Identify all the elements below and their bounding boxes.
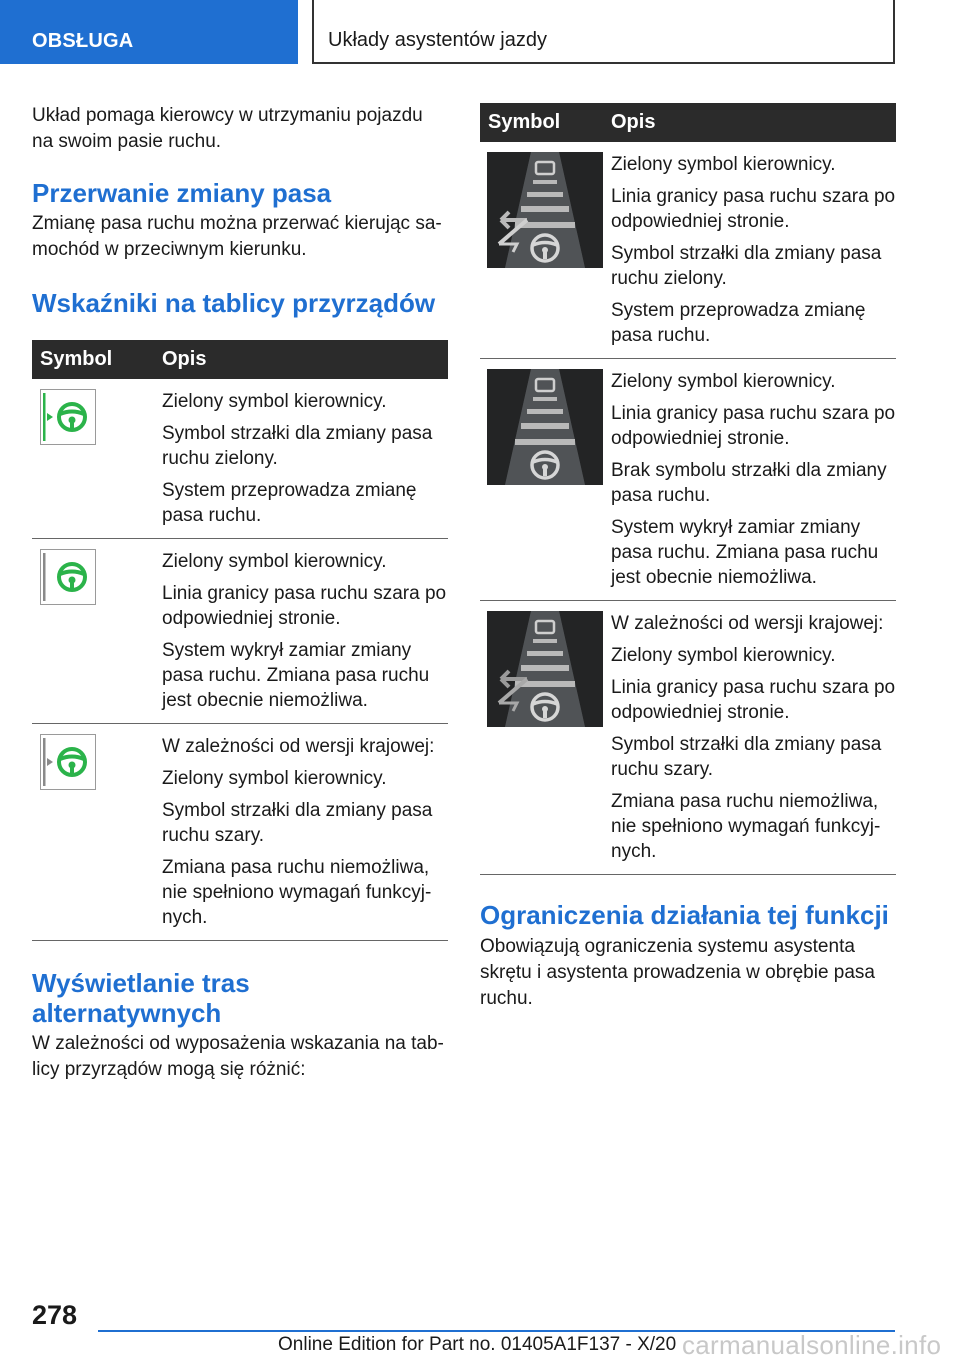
row-text: System przeprowadza zmianę pasa ruchu. [162, 480, 417, 526]
row-text: Symbol strzałki dla zmiany pasa ruchu zielony. [611, 243, 882, 289]
route-table [480, 103, 896, 875]
section-title-alt-routes [32, 968, 448, 1028]
row-text: Linia granicy pasa ruchu szara po odpowiedniej stronie. [162, 583, 447, 629]
row-text: System przeprowadza zmianę pasa ruchu. [611, 300, 866, 346]
section-title-limitations: Ograniczenia działania tej funkcji [480, 900, 889, 930]
section-title-cluster-indicators: Wskaźniki na tablicy przyrządów [32, 288, 436, 318]
row-text: Zielony symbol kierownicy. [162, 768, 387, 789]
page-number: 278 [32, 1300, 78, 1330]
steering-wheel-green-arrow-grey-icon [40, 734, 96, 790]
row-text: Symbol strzałki dla zmiany pasa ruchu zielony. [162, 423, 433, 469]
row-text: Zmiana pasa ruchu niemożliwa, nie spełniono wymagań funkcyj-nych. [611, 791, 881, 862]
table-row [480, 359, 896, 601]
row-text: Brak symbolu strzałki dla zmiany pasa ruchu. [611, 460, 887, 506]
row-text: Zielony symbol kierownicy. [162, 551, 387, 572]
row-text: Linia granicy pasa ruchu szara po odpowiedniej stronie. [611, 403, 896, 449]
table-row [32, 724, 448, 941]
intro-paragraph: Układ pomaga kierowcy w utrzymaniu pojazdu na swoim pasie ruchu. [32, 105, 423, 152]
row-text: Zielony symbol kierownicy. [611, 154, 836, 175]
table-header [32, 340, 448, 379]
row-text: Zmiana pasa ruchu niemożliwa, nie spełniono wymagań funkcyj-nych. [162, 857, 432, 928]
column-header-symbol: Symbol [40, 348, 113, 370]
footer-watermark: carmanualsonline.info [682, 1330, 942, 1360]
row-text: System wykrył zamiar zmiany pasa ruchu. Zmiana pasa ruchu jest obecnie niemożliwa. [162, 640, 430, 711]
row-text: System wykrył zamiar zmiany pasa ruchu. Zmiana pasa ruchu jest obecnie niemożliwa. [611, 517, 879, 588]
lane-view-arrow-green-icon [487, 152, 603, 268]
row-text: Symbol strzałki dla zmiany pasa ruchu szary. [162, 800, 433, 846]
alt-routes-title-line1: Wyświetlanie tras [32, 968, 250, 998]
lane-view-arrow-grey-icon [487, 611, 603, 727]
limitations-text: Obowiązują ograniczenia systemu asystenta skrętu i asystenta prowadzenia w obrębie pasa ruchu. [480, 936, 876, 1009]
header-chapter-label: Układy asystentów jazdy [328, 29, 547, 51]
alt-routes-title-line2: alternatywnych [32, 998, 222, 1028]
table-row [32, 539, 448, 724]
steering-wheel-green-no-arrow-icon [40, 549, 96, 605]
row-text: Zielony symbol kierownicy. [611, 371, 836, 392]
table-row [480, 601, 896, 875]
row-text: Linia granicy pasa ruchu szara po odpowiedniej stronie. [611, 677, 896, 723]
column-header-symbol: Symbol [488, 111, 561, 133]
alt-routes-text: W zależności od wyposażenia wskazania na tab-licy przyrządów mogą się różnić: [32, 1033, 444, 1080]
header-section-tab [0, 0, 298, 64]
row-text: Symbol strzałki dla zmiany pasa ruchu szary. [611, 734, 882, 780]
row-text: Linia granicy pasa ruchu szara po odpowiedniej stronie. [611, 186, 896, 232]
row-text: Zielony symbol kierownicy. [611, 645, 836, 666]
table-row [32, 379, 448, 539]
row-text: Zielony symbol kierownicy. [162, 391, 387, 412]
column-header-description: Opis [611, 111, 656, 133]
section-title-lane-change-abort: Przerwanie zmiany pasa [32, 178, 332, 208]
table-row [480, 142, 896, 359]
header-chapter-tab [312, 0, 895, 64]
left-column [32, 103, 448, 1083]
row-text: W zależności od wersji krajowej: [162, 736, 435, 757]
header-section-label: OBSŁUGA [32, 30, 134, 52]
steering-wheel-green-arrow-green-icon [40, 389, 96, 445]
column-header-description: Opis [162, 348, 207, 370]
right-column [480, 103, 896, 1012]
footer-edition: Online Edition for Part no. 01405A1F137 - X/20 [278, 1334, 677, 1355]
row-text: W zależności od wersji krajowej: [611, 613, 884, 634]
table-header [480, 103, 896, 142]
lane-change-abort-text: Zmianę pasa ruchu można przerwać kierując sa-mochód w przeciwnym kierunku. [32, 213, 442, 260]
indicator-table [32, 340, 448, 941]
lane-view-no-arrow-icon [487, 369, 603, 485]
